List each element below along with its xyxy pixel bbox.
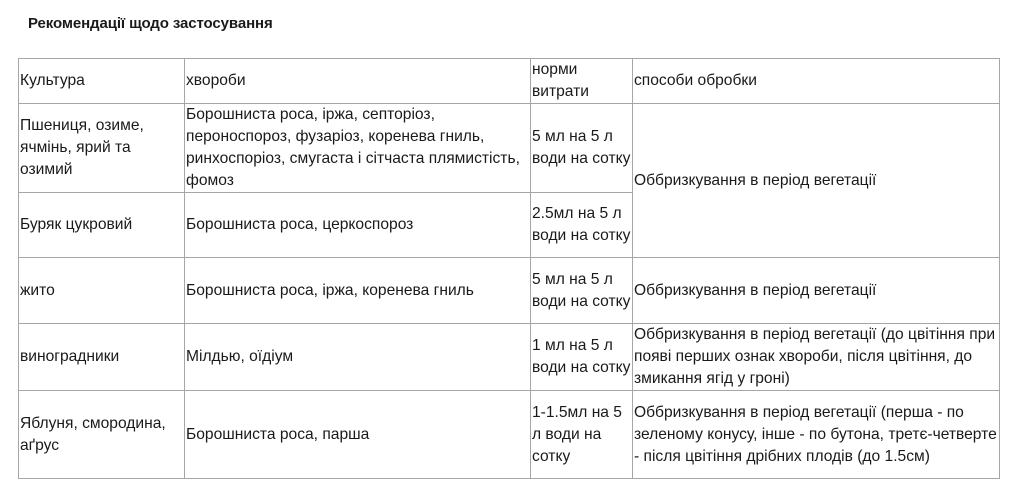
- culture-cell: жито: [19, 258, 185, 324]
- method-cell: Оббризкування в період вегетації (перша - по зеленому конусу, інше - по бутона, третє-четверте - після цвітіння дрібних плодів (до 1.5см): [633, 391, 1000, 479]
- culture-cell: Яблуня, смородина, аґрус: [19, 391, 185, 479]
- method-cell: Оббризкування в період вегетації: [633, 104, 1000, 258]
- recommendations-table: [18, 58, 1000, 479]
- header-culture: Культура: [19, 59, 185, 104]
- table-row: [19, 391, 1000, 479]
- header-diseases: хвороби: [185, 59, 531, 104]
- table-row: [19, 104, 1000, 193]
- table-header-row: [19, 59, 1000, 104]
- page-title: Рекомендації щодо застосування: [28, 15, 273, 32]
- culture-cell: Пшениця, озиме, ячмінь, ярий та озимий: [19, 104, 185, 193]
- rate-cell: 5 мл на 5 л води на сотку: [531, 258, 633, 324]
- table-row: [19, 258, 1000, 324]
- method-cell: Оббризкування в період вегетації: [633, 258, 1000, 324]
- culture-cell: Буряк цукровий: [19, 193, 185, 258]
- method-cell: Оббризкування в період вегетації (до цвітіння при появі перших ознак хвороби, після цвітіння, до змикання ягід у гроні): [633, 324, 1000, 391]
- diseases-cell: Борошниста роса, парша: [185, 391, 531, 479]
- diseases-cell: Борошниста роса, церкоспороз: [185, 193, 531, 258]
- diseases-cell: Борошниста роса, іржа, септоріоз, пероноспороз, фузаріоз, коренева гниль, ринхоспоріоз, смугаста і сітчаста плямистість, фомоз: [185, 104, 531, 193]
- header-rate: норми витрати: [531, 59, 633, 104]
- rate-cell: 2.5мл на 5 л води на сотку: [531, 193, 633, 258]
- rate-cell: 1-1.5мл на 5 л води на сотку: [531, 391, 633, 479]
- culture-cell: виноградники: [19, 324, 185, 391]
- rate-cell: 5 мл на 5 л води на сотку: [531, 104, 633, 193]
- rate-cell: 1 мл на 5 л води на сотку: [531, 324, 633, 391]
- table-row: [19, 324, 1000, 391]
- header-method: способи обробки: [633, 59, 1000, 104]
- diseases-cell: Мілдью, оїдіум: [185, 324, 531, 391]
- diseases-cell: Борошниста роса, іржа, коренева гниль: [185, 258, 531, 324]
